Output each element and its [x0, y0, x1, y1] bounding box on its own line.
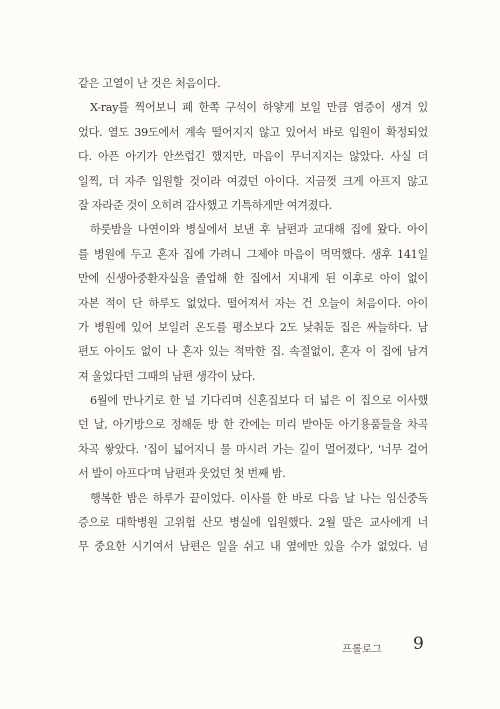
text-line: 같은 고열이 난 것은 처음이다. — [78, 77, 221, 90]
text-line: 차곡 쌓았다. '집이 넓어지니 물 마시러 가는 길이 멀어졌다', '너무 걸어 — [78, 442, 428, 456]
text-line: 무 중요한 시기여서 남편은 일을 쉬고 내 옆에만 있을 수가 없었다. 넘 — [78, 540, 428, 554]
text-line: 일찍, 더 자주 입원할 것이라 여겼던 아이다. 지금껏 크게 아프지 않고 — [78, 174, 428, 188]
text-line: 던 날, 아기방으로 정해둔 방 한 칸에는 미리 받아둔 아기용품들을 차곡 — [78, 418, 428, 432]
text-line: 하룻밤을 나연이와 병실에서 보낸 후 남편과 교대해 집에 왔다. 아이 — [90, 223, 428, 237]
text-line: 6월에 만나기로 한 널 기다리며 신혼집보다 더 넓은 이 집으로 이사했 — [90, 394, 428, 408]
text-line: 잘 자라준 것이 오히려 감사했고 기특하게만 여겨졌다. — [78, 198, 332, 212]
text-line: 었다. 열도 39도에서 계속 떨어지지 않고 있어서 바로 입원이 확정되었 — [78, 125, 428, 139]
running-footer-title: 프롤로그 — [342, 643, 382, 655]
text-line: 서 발이 아프다'며 남편과 웃었던 첫 번째 밤. — [78, 467, 286, 481]
text-line: 를 병원에 두고 혼자 집에 가려니 그제야 마음이 먹먹했다. 생후 141일 — [78, 247, 428, 261]
page-number: 9 — [413, 634, 424, 654]
text-line: X-ray를 찍어보니 폐 한쪽 구석이 하얗게 보일 만큼 염증이 생겨 있 — [90, 101, 428, 115]
body-text — [78, 72, 428, 560]
text-line: 증으로 대학병원 고위험 산모 병실에 입원했다. 2월 말은 교사에게 너 — [78, 516, 428, 530]
text-line: 가 병원에 있어 보일러 온도를 평소보다 2도 낮춰둔 집은 싸늘하다. 남 — [78, 320, 428, 334]
text-line: 편도 아이도 없이 나 혼자 있는 적막한 집. 속절없이, 혼자 이 집에 남겨 — [78, 345, 428, 359]
text-line: 자본 적이 단 하루도 없었다. 떨어져서 자는 건 오늘이 처음이다. 아이 — [78, 296, 428, 310]
text-line: 져 울었다던 그때의 남편 생각이 났다. — [78, 369, 256, 383]
text-line: 다. 아픈 아기가 안쓰럽긴 했지만, 마음이 무너지지는 않았다. 사실 더 — [78, 150, 428, 164]
text-line: 행복한 밤은 하루가 끝이었다. 이사를 한 바로 다음 날 나는 임신중독 — [90, 491, 428, 505]
text-line: 만에 신생아중환자실을 졸업해 한 집에서 지내게 된 이후로 아이 없이 — [78, 272, 428, 286]
